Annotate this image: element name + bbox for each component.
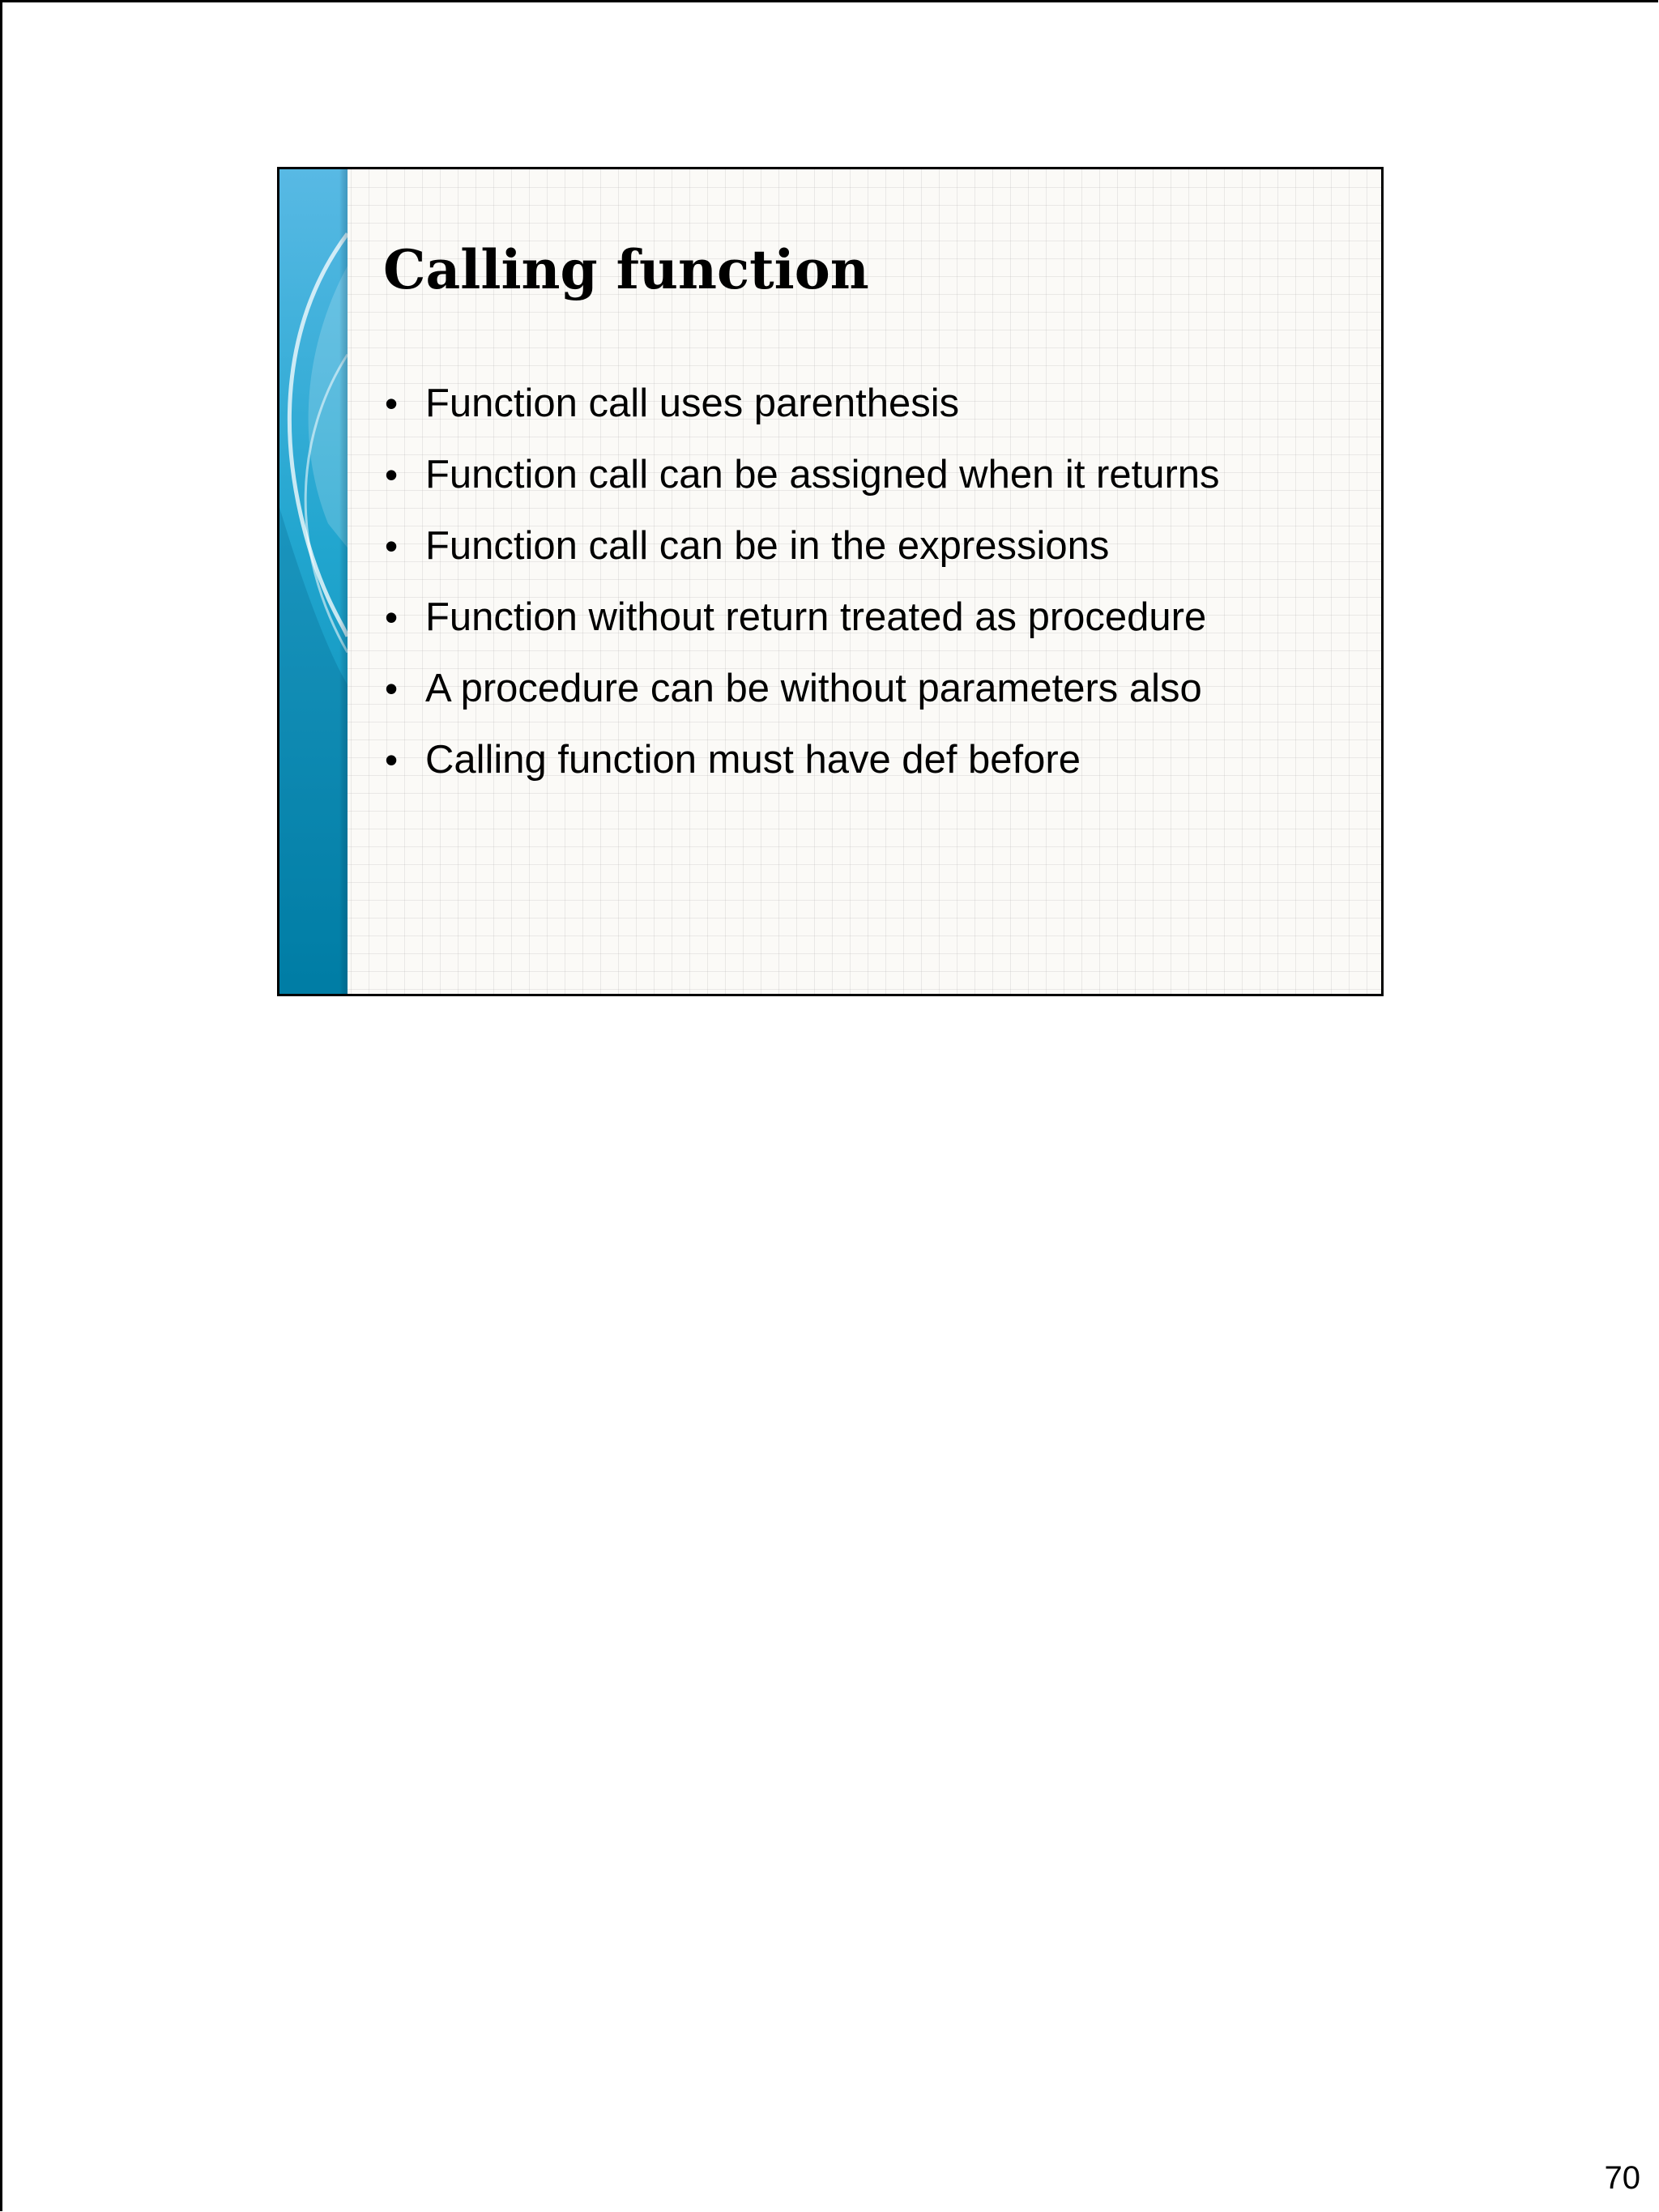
bullet-text: Function call can be in the expressions	[425, 524, 1110, 568]
bullet-text: Calling function must have def before	[425, 738, 1081, 782]
bullet-icon: •	[385, 667, 399, 710]
bullet-icon: •	[385, 596, 399, 638]
list-item	[383, 724, 1220, 795]
slide-title: Calling function	[383, 238, 869, 301]
bullet-icon: •	[385, 525, 399, 567]
slide-thumbnail	[277, 167, 1384, 996]
list-item	[383, 582, 1220, 653]
page-number: 70	[1604, 2160, 1640, 2196]
list-item	[383, 368, 1220, 439]
bullet-list	[383, 368, 1220, 795]
list-item	[383, 439, 1220, 510]
bullet-text: Function call uses parenthesis	[425, 381, 960, 425]
bullet-text: Function without return treated as procedure	[425, 595, 1207, 639]
list-item	[383, 653, 1220, 724]
bullet-text: Function call can be assigned when it returns	[425, 453, 1220, 497]
bullet-icon: •	[385, 454, 399, 496]
decorative-wave-band	[279, 169, 348, 994]
bullet-icon: •	[385, 739, 399, 781]
bullet-text: A procedure can be without parameters also	[425, 667, 1202, 710]
list-item	[383, 510, 1220, 582]
bullet-icon: •	[385, 382, 399, 424]
